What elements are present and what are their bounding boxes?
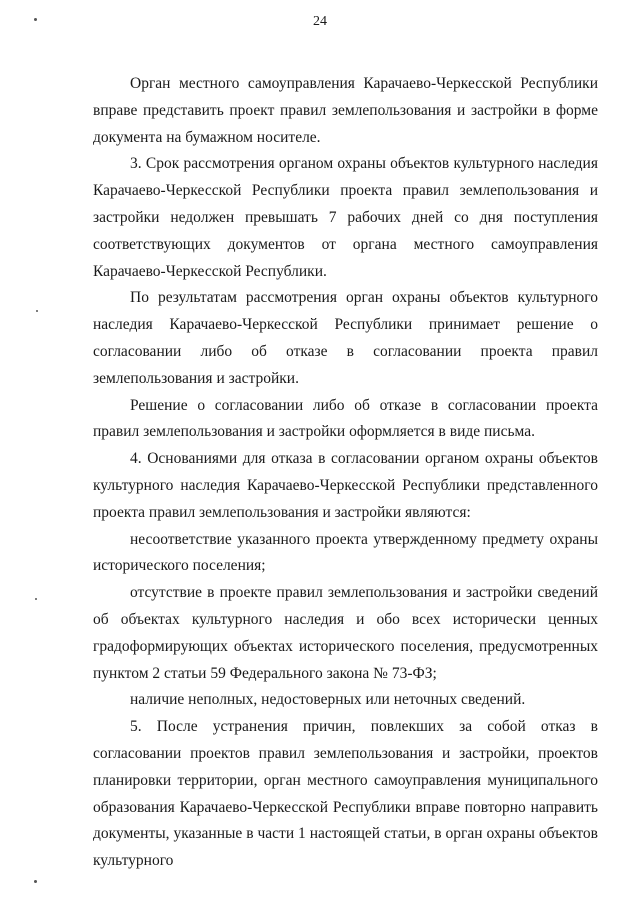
paragraph-decision-letter: Решение о согласовании либо об отказе в согласовании проекта правил землепользования и застройки оформляется в виде письма. xyxy=(93,396,598,441)
paragraph-ground-incomplete: наличие неполных, недостоверных или неточных сведений. xyxy=(130,691,526,709)
paragraph-ground-mismatch: несоответствие указанного проекта утвержденному предмету охраны исторического поселения; xyxy=(93,530,598,575)
scan-dot xyxy=(36,310,38,312)
document-body xyxy=(93,71,598,875)
scan-dot xyxy=(35,598,37,600)
paragraph-ground-missing-info: отсутствие в проекте правил землепользования и застройки сведений об объектах культурного наследия и обо всех исторически ценных градоформирующих объектах исторического поселения, предусмотренных пунктом 2 статьи 59 Федерального закона № 73-ФЗ; xyxy=(93,584,598,682)
paragraph-refusal-grounds: 4. Основаниями для отказа в согласовании органом охраны объектов культурного наследия Карачаево-Черкесской Республики представленного проекта правил землепользования и застройки являются: xyxy=(93,450,598,521)
page-number: 24 xyxy=(313,14,327,29)
paragraph-review-period: 3. Срок рассмотрения органом охраны объектов культурного наследия Карачаево-Черкесской Республики проекта правил землепользования и застройки недолжен превышать 7 рабочих дней со дня поступления соответствующих документов от органа местного самоуправления Карачаево-Черкесской Республики. xyxy=(93,155,598,280)
paragraph-submission-paper: Орган местного самоуправления Карачаево-Черкесской Республики вправе представить проект правил землепользования и застройки в форме документа на бумажном носителе. xyxy=(93,75,598,146)
scan-dot xyxy=(34,880,37,883)
paragraph-resubmission: 5. После устранения причин, повлекших за собой отказ в согласовании проектов правил землепользования и застройки, проектов планировки территории, орган местного самоуправления муниципального образования Карачаево-Черкесской Республики вправе повторно направить документы, указанные в части 1 настоящей статьи, в орган охраны объектов культурного xyxy=(93,718,598,870)
paragraph-review-decision: По результатам рассмотрения орган охраны объектов культурного наследия Карачаево-Черкесской Республики принимает решение о согласовании либо об отказе в согласовании проекта правил землепользования и застройки. xyxy=(93,289,598,387)
